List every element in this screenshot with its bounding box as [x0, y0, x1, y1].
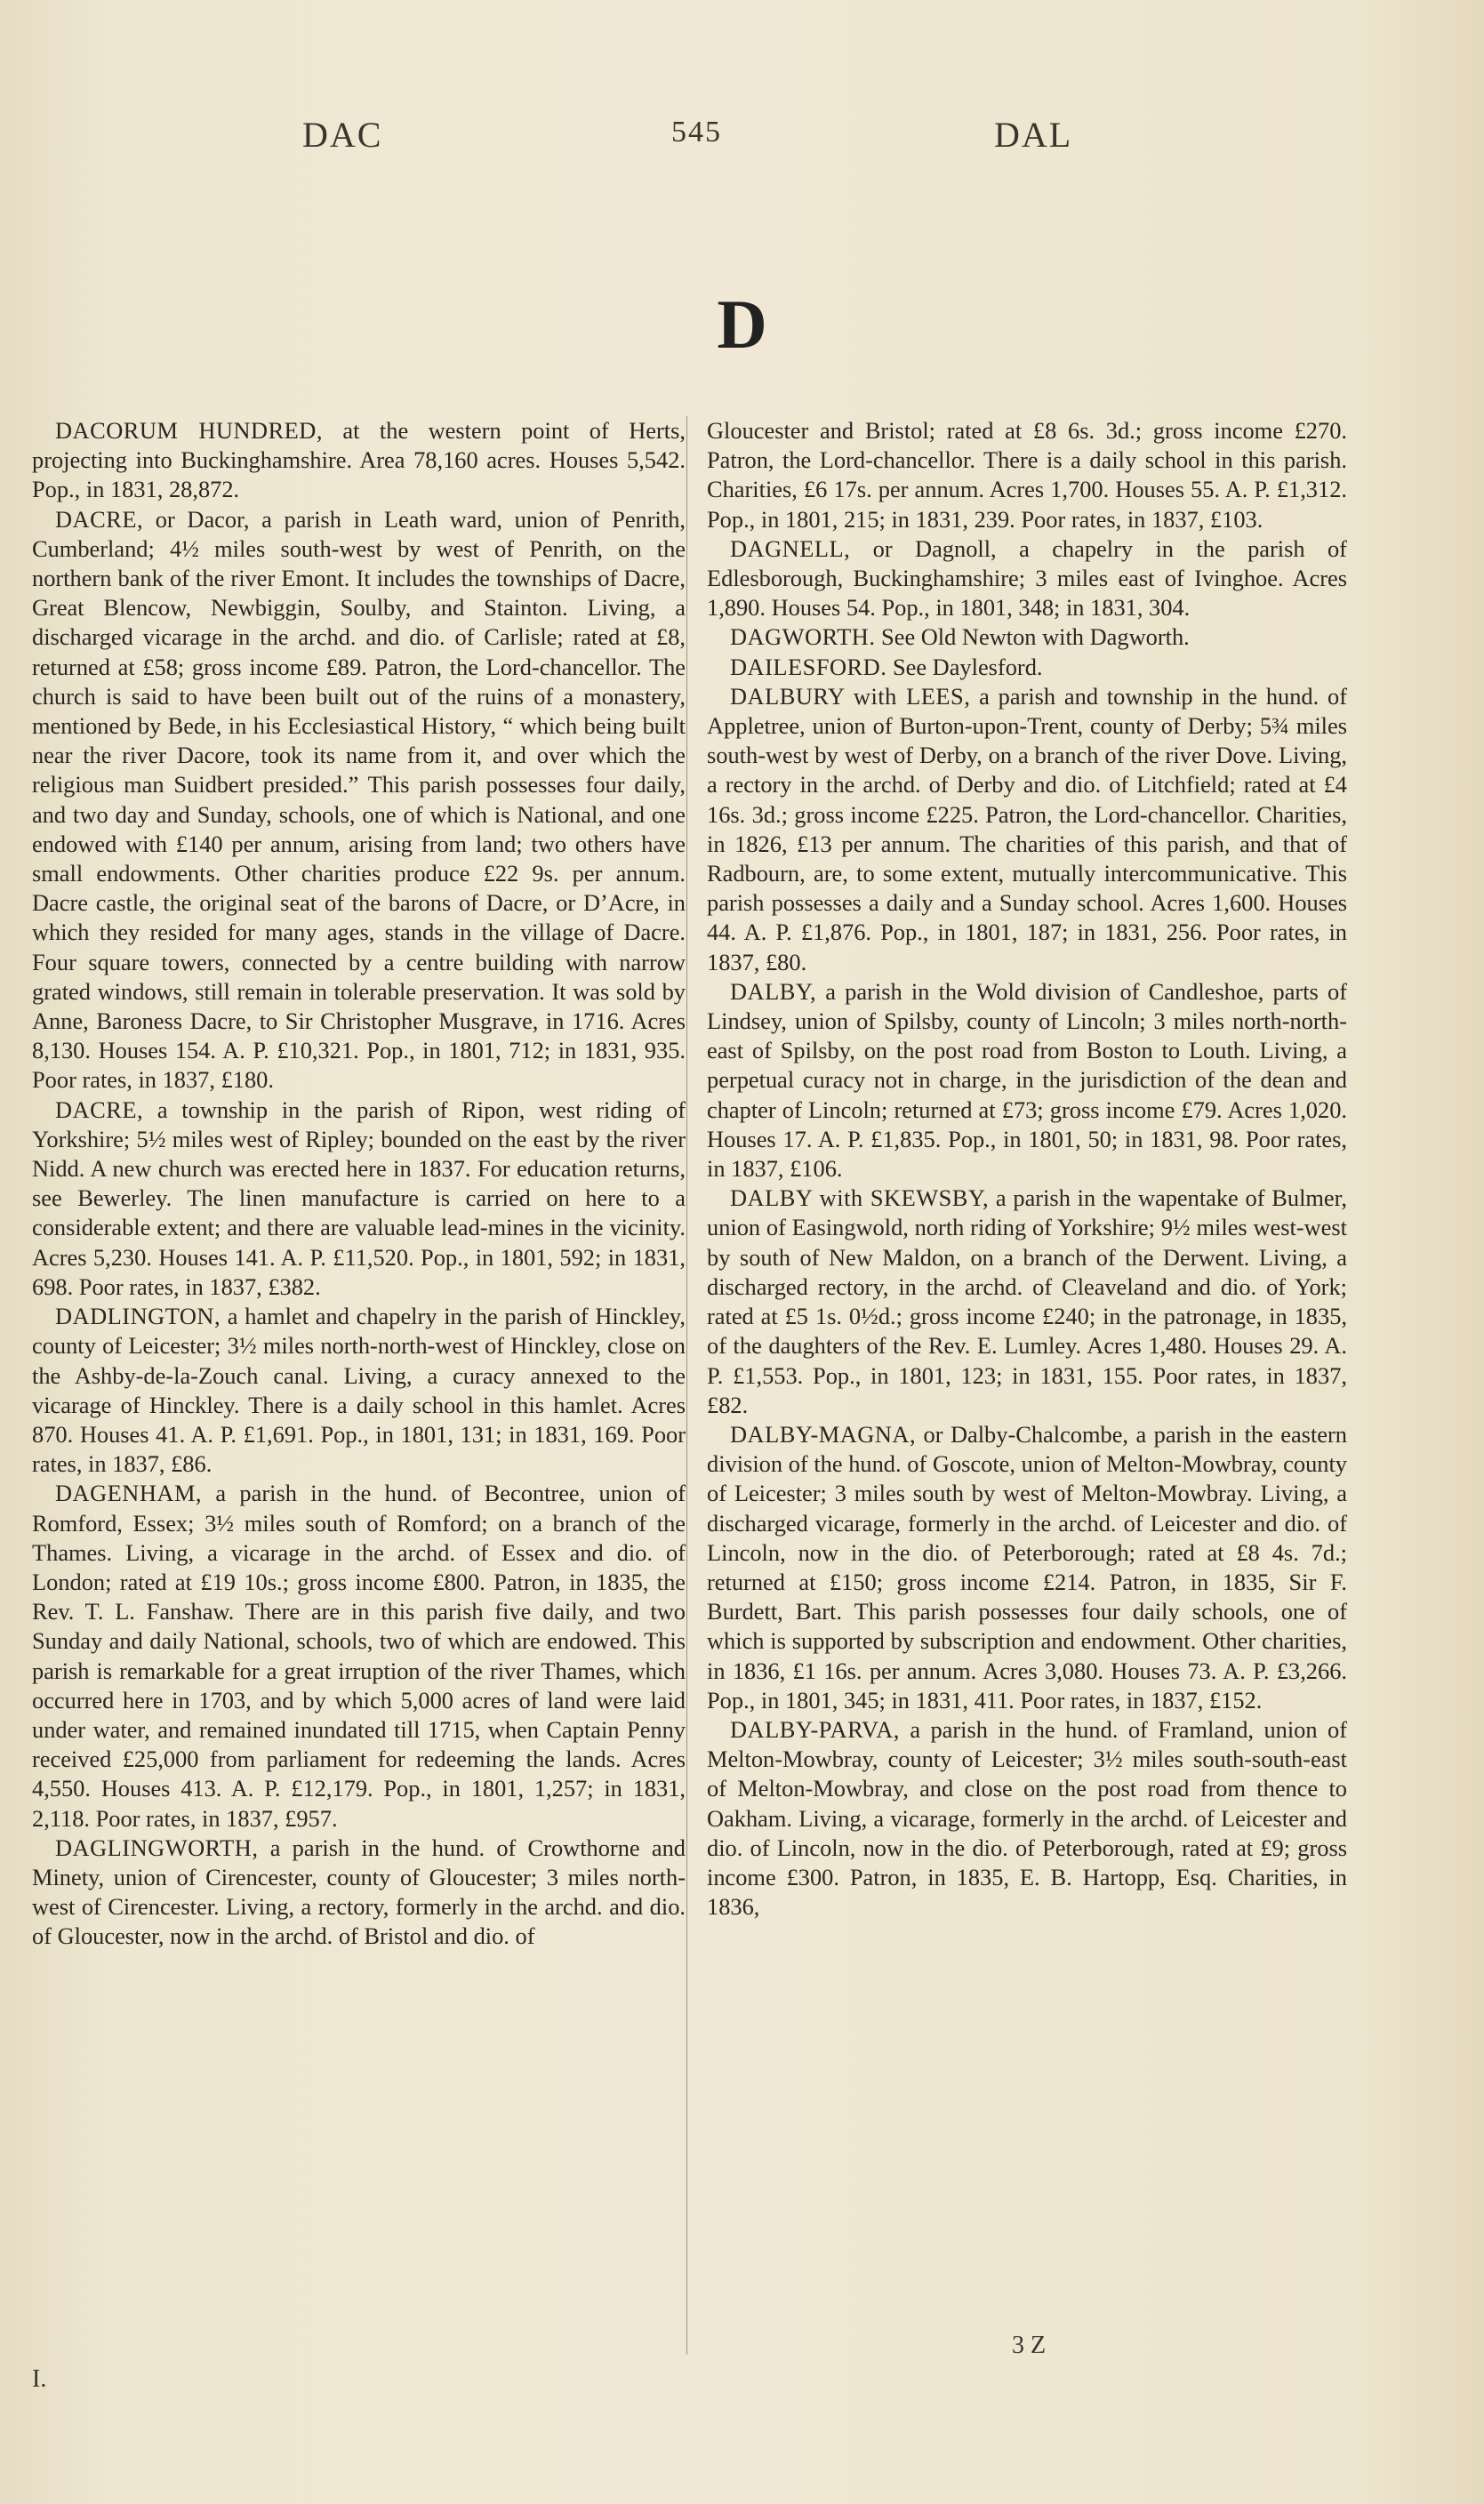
column-divider	[686, 416, 687, 2355]
entry-text: a parish in the hund. of Framland, union of Melton-Mowbray, county of Leicester; 3½ miles south-south-east of Melton-Mowbray, and close on the post road from thence to Oakham. Living, a vicarage, formerly in the archd. of Leicester and dio. of Lincoln, now in the dio. of Peterborough, rated at £9; gross income £300. Patron, in 1835, E. B. Hartopp, Esq. Charities, in 1836,	[707, 1715, 1347, 1921]
entry-text: a hamlet and chapelry in the parish of Hinckley, county of Leicester; 3½ miles north-north-west of Hinckley, close on the Ashby-de-la-Zouch canal. Living, a curacy annexed to the vicarage of Hinckley. There is a daily school in this hamlet. Acres 870. Houses 41. A. P. £1,691. Pop., in 1801, 131; in 1831, 169. Poor rates, in 1837, £86.	[32, 1303, 686, 1478]
entry-headword: DALBY with SKEWSBY,	[730, 1184, 990, 1212]
gazetteer-entry	[707, 534, 1347, 623]
header-right-word: DAL	[994, 115, 1073, 155]
entry-headword: DALBY-PARVA,	[730, 1715, 900, 1743]
gazetteer-entry	[707, 622, 1347, 652]
entry-headword: DAILESFORD.	[730, 653, 887, 680]
entry-text: a parish in the Wold division of Candleshoe, parts of Lindsey, union of Spilsby, county of Lincoln; 3 miles north-north-east of Spilsby, on the post road from Boston to Louth. Living, a perpetual curacy not in charge, in the jurisdiction of the dean and chapter of Lincoln; returned at £73; gross income £79. Acres 1,020. Houses 17. A. P. £1,835. Pop., in 1801, 50; in 1831, 98. Poor rates, in 1837, £106.	[707, 977, 1347, 1183]
gazetteer-entry	[707, 1715, 1347, 1922]
signature-mark: I.	[32, 2365, 47, 2393]
gazetteer-entry	[32, 1479, 686, 1833]
entry-text: or Dalby-Chalcombe, a parish in the eastern division of the hund. of Goscote, union of Melton-Mowbray, county of Leicester; 3 miles south by west of Melton-Mowbray. Living, a discharged vicarage, formerly in the archd. of Leicester and dio. of Lincoln, now in the dio. of Peterborough; rated at £8 4s. 7d.; returned at £150; gross income £214. Patron, in 1835, Sir F. Burdett, Bart. This parish possesses four daily schools, one of which is supported by subscription and endowment. Other charities, in 1836, £1 16s. per annum. Acres 3,080. Houses 73. A. P. £3,266. Pop., in 1801, 345; in 1831, 411. Poor rates, in 1837, £152.	[707, 1420, 1347, 1713]
entry-text: or Dacor, a parish in Leath ward, union of Penrith, Cumberland; 4½ miles south-west by west of Penrith, on the northern bank of the river Emont. It includes the townships of Dacre, Great Blencow, Newbiggin, Soulby, and Stainton. Living, a discharged vicarage in the archd. and dio. of Carlisle; rated at £8, returned at £58; gross income £89. Patron, the Lord-chancellor. The church is said to have been built out of the ruins of a monastery, mentioned by Bede, in his Ecclesiastical History, “ which being built near the river Dacore, took its name from it, and over which the religious man Suidbert presided.” This parish possesses four daily, and two day and Sunday, schools, one of which is National, and one endowed with £140 per annum, arising from land; two others have small endowments. Other charities produce £22 9s. per annum. Dacre castle, the original seat of the barons of Dacre, or D’Acre, in which they resided for many ages, stands in the village of Dacre. Four square towers, connected by a centre building with narrow grated windows, still remain in tolerable preservation. It was sold by Anne, Baroness Dacre, to Sir Christopher Musgrave, in 1716. Acres 8,130. Houses 154. A. P. £10,321. Pop., in 1801, 712; in 1831, 935. Poor rates, in 1837, £180.	[32, 505, 686, 1094]
entry-headword: DACORUM HUNDRED,	[55, 417, 323, 444]
gazetteer-entry	[707, 682, 1347, 977]
entry-headword: DAGNELL,	[730, 534, 851, 562]
gazetteer-entry	[32, 1302, 686, 1479]
right-column	[707, 416, 1347, 1922]
gazetteer-entry	[32, 505, 686, 1096]
entry-headword: DALBURY with LEES,	[730, 682, 971, 710]
entry-text: See Old Newton with Dagworth.	[881, 623, 1190, 651]
entry-text: or Dagnoll, a chapelry in the parish of Edlesborough, Buckinghamshire; 3 miles east of Ivinghoe. Acres 1,890. Houses 54. Pop., in 1801, 348; in 1831, 304.	[707, 534, 1347, 622]
entry-text: a parish in the wapentake of Bulmer, union of Easingwold, north riding of Yorkshire; 9½ miles west-west by south of New Maldon, on a branch of the Derwent. Living, a discharged rectory, in the archd. of Cleaveland and dio. of York; rated at £5 1s. 0½d.; gross income £240; in the patronage, in 1835, of the daughters of the Rev. E. Lumley. Acres 1,480. Houses 29. A. P. £1,553. Pop., in 1801, 123; in 1831, 155. Poor rates, in 1837, £82.	[707, 1184, 1347, 1418]
entry-text: a parish in the hund. of Becontree, union of Romford, Essex; 3½ miles south of Romford; on a branch of the Thames. Living, a vicarage in the archd. of Essex and dio. of London; rated at £19 10s.; gross income £800. Patron, in 1835, the Rev. T. L. Fanshaw. There are in this parish five daily, and two Sunday and daily National, schools, two of which are endowed. This parish is remarkable for a great irruption of the river Thames, which occurred here in 1703, and by which 5,000 acres of land were laid under water, and remained inundated till 1715, when Captain Penny received £25,000 from parliament for redeeming the lands. Acres 4,550. Houses 413. A. P. £12,179. Pop., in 1801, 1,257; in 1831, 2,118. Poor rates, in 1837, £957.	[32, 1480, 686, 1832]
gazetteer-entry	[32, 1096, 686, 1302]
gazetteer-entry	[32, 1834, 686, 1952]
left-column	[32, 416, 686, 1952]
entry-headword: DACRE,	[55, 1096, 144, 1123]
gazetteer-entry	[707, 416, 1347, 534]
entry-headword: DADLINGTON,	[55, 1303, 221, 1330]
entry-text: at the western point of Herts, projecting into Buckinghamshire. Area 78,160 acres. Houses 5,542. Pop., in 1831, 28,872.	[32, 417, 686, 503]
entry-headword: DAGLINGWORTH,	[55, 1834, 259, 1861]
gazetteer-entry	[707, 1184, 1347, 1420]
entry-text: a parish and township in the hund. of Appletree, union of Burton-upon-Trent, county of Derby; 5¾ miles south-west by west of Derby, on a branch of the river Dove. Living, a rectory in the archd. of Derby and dio. of Litchfield; rated at £4 16s. 3d.; gross income £225. Patron, the Lord-chancellor. Charities, in 1826, £13 per annum. The charities of this parish, and that of Radbourn, are, to some extent, mutually intercommunicative. This parish possesses a daily and a Sunday school. Acres 1,600. Houses 44. A. P. £1,876. Pop., in 1801, 187; in 1831, 256. Poor rates, in 1837, £80.	[707, 682, 1347, 975]
gazetteer-entry	[707, 977, 1347, 1184]
entry-headword: DAGWORTH.	[730, 623, 876, 651]
entry-headword: DAGENHAM,	[55, 1480, 203, 1507]
running-head	[0, 114, 1484, 167]
gazetteer-entry	[32, 416, 686, 505]
page-number: 545	[671, 116, 722, 148]
entry-text: Gloucester and Bristol; rated at £8 6s. 3d.; gross income £270. Patron, the Lord-chancellor. There is a daily school in this parish. Charities, £6 17s. per annum. Acres 1,700. Houses 55. A. P. £1,312. Pop., in 1801, 215; in 1831, 239. Poor rates, in 1837, £103.	[707, 417, 1347, 533]
gazetteer-entry	[707, 1420, 1347, 1715]
entry-headword: DALBY-MAGNA,	[730, 1420, 917, 1448]
entry-headword: DACRE,	[55, 505, 144, 533]
gazetteer-entry	[707, 653, 1347, 682]
header-left-word: DAC	[302, 115, 383, 155]
entry-text: a township in the parish of Ripon, west riding of Yorkshire; 5½ miles west of Ripley; bounded on the east by the river Nidd. A new church was erected here in 1837. For education returns, see Bewerley. The linen manufacture is carried on here to a considerable extent; and there are valuable lead-mines in the vicinity. Acres 5,230. Houses 141. A. P. £11,520. Pop., in 1801, 592; in 1831, 698. Poor rates, in 1837, £382.	[32, 1096, 686, 1300]
section-letter: D	[717, 285, 767, 363]
entry-text: See Daylesford.	[892, 653, 1043, 680]
entry-headword: DALBY,	[730, 977, 817, 1005]
entry-text: a parish in the hund. of Crowthorne and Minety, union of Cirencester, county of Gloucester; 3 miles north-west of Cirencester. Living, a rectory, formerly in the archd. and dio. of Gloucester, now in the archd. of Bristol and dio. of	[32, 1834, 686, 1950]
catchword: 3 Z	[1012, 2331, 1047, 2359]
